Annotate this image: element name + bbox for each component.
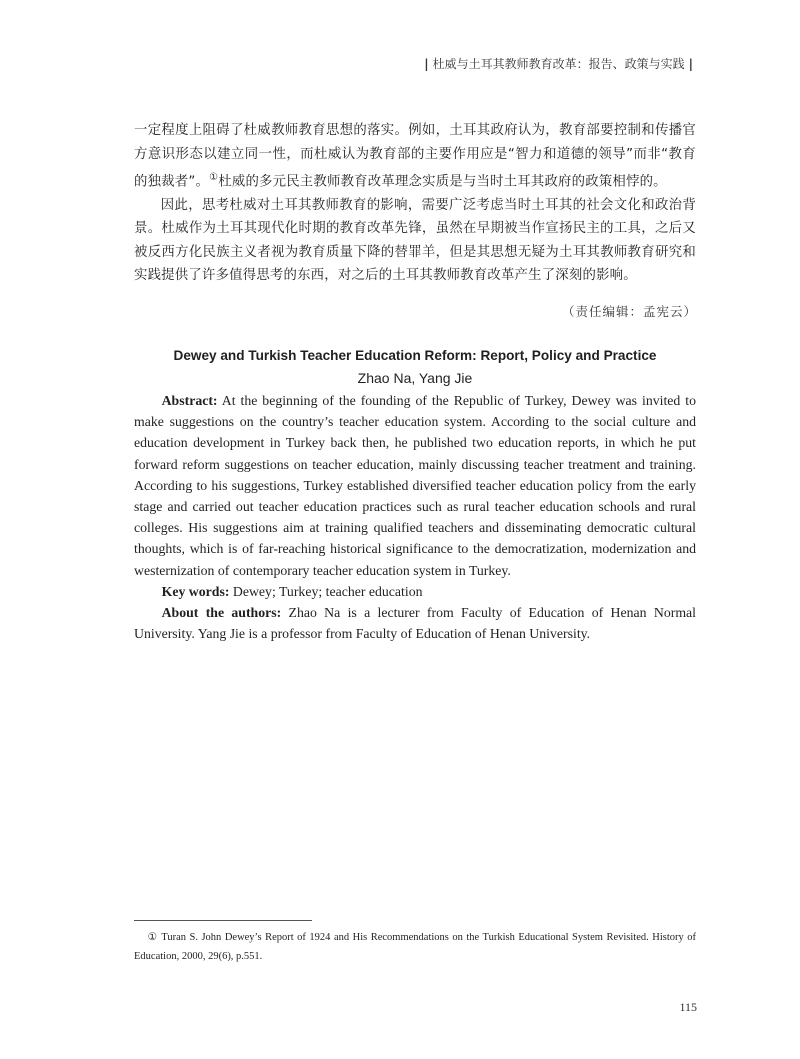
chinese-paragraph-1-text: 一定程度上阻碍了杜威教师教育思想的落实。例如，土耳其政府认为，教育部要控制和传播官方意识形态以建立同一性，而杜威认为教育部的主要作用应是“智力和道德的领导”而非“教育的独裁者”。	[134, 123, 696, 190]
running-header	[420, 55, 697, 72]
footnote-reference: ①	[209, 172, 219, 183]
about-authors-text: Zhao Na is a lecturer from Faculty of Education of Henan Normal University. Yang Jie is a professor from Faculty of Education of Henan University.	[134, 605, 697, 642]
abstract-label: Abstract:	[161, 393, 218, 408]
abstract-paragraph	[134, 390, 696, 581]
english-title: Dewey and Turkish Teacher Education Reform: Report, Policy and Practice	[173, 348, 657, 363]
chinese-paragraph-1	[134, 119, 696, 194]
page-number: 115	[679, 1000, 697, 1014]
about-authors-label: About the authors:	[161, 605, 282, 621]
running-header-title: 杜威与土耳其教师教育改革：报告、政策与实践	[432, 57, 685, 71]
chinese-paragraph-1-tail: 杜威的多元民主教师教育改革理念实质是与当时土耳其政府的政策相悖的。	[218, 174, 667, 190]
keywords-label: Key words:	[161, 583, 230, 599]
footnote-text: Turan S. John Dewey’s Report of 1924 and His Recommendations on the Turkish Educational System Revisited. History of Education, 2000, 29(6), p.551.	[134, 932, 697, 962]
chinese-paragraph-2: 因此，思考杜威对土耳其教师教育的影响，需要广泛考虑当时土耳其的社会文化和政治背景。杜威作为土耳其现代化时期的教育改革先锋，虽然在早期被当作宣扬民主的工具，之后又被反西方化民族主义者视为教育质量下降的替罪羊，但是其思想无疑为土耳其教师教育研究和实践提供了许多值得思考的东西，对之后的土耳其教师教育改革产生了深刻的影响。	[134, 197, 696, 284]
chinese-body-text	[134, 119, 696, 288]
editor-note: （责任编辑：孟宪云）	[561, 304, 697, 319]
header-bar-left: |	[424, 57, 429, 71]
footnote-divider	[134, 920, 312, 921]
abstract-text: At the beginning of the founding of the Republic of Turkey, Dewey was invited to make suggestions on the country’s teacher education system. According to the social culture and education development in Turkey back then, he published two education reports, in which he put forward reform suggestions on teacher education, mainly discussing teacher treatment and training. According to his suggestions, Turkey established diversified teacher education policy from the early stage and carried out teacher education practices such as rural teacher education schools and rural colleges. His suggestions aim at training qualified teachers and disseminating democratic cultural thoughts, which is of far-reaching historical significance to the democratization, modernization and westernization of contemporary teacher education system in Turkey.	[134, 393, 696, 578]
english-abstract-block	[134, 390, 696, 644]
keywords-paragraph	[134, 581, 696, 602]
header-bar-right: |	[688, 57, 693, 71]
english-authors: Zhao Na, Yang Jie	[357, 370, 473, 386]
about-authors-paragraph	[134, 602, 696, 644]
footnote	[134, 928, 696, 966]
footnote-marker: ①	[147, 932, 158, 943]
keywords-text: Dewey; Turkey; teacher education	[232, 583, 423, 599]
